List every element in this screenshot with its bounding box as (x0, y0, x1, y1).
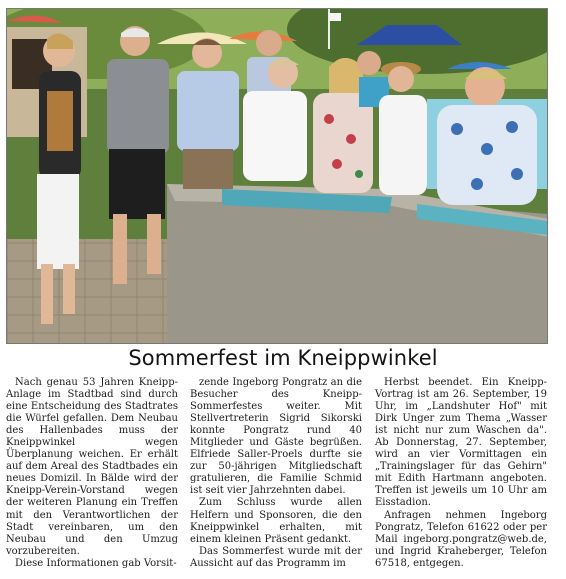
column-2-paragraph-1: zende Ingeborg Pongratz an die Besucher des Kneipp-Sommerfestes weiter. Mit Stellvertreterin Sigrid Sikorski konnte Pongratz rund 40 Mitglieder und Gäste begrüßen. Elfriede Saller-Proels durfte sie zur 50-jährigen Mitgliedschaft gratulieren, die Familie Schmid ist seit vier Jahrzehnten dabei. (190, 377, 362, 497)
article-column-1 (6, 377, 178, 577)
column-2-paragraph-3: Das Sommerfest wurde mit der Aussicht auf das Programm im (190, 545, 362, 569)
column-2-paragraph-2: Zum Schluss wurde allen Helfern und Sponsoren, die den Kneippwinkel erhalten, mit einem kleinen Präsent gedankt. (190, 497, 362, 545)
article-column-2 (190, 377, 362, 577)
column-1-paragraph-2: Diese Informationen gab Vorsit- (15, 557, 177, 569)
column-1-paragraph-1: Nach genau 53 Jahren Kneipp-Anlage im Stadtbad sind durch eine Entscheidung des Stadtrates die Würfel gefallen. Dem Neubau des Hallenbades muss der Kneippwinkel wegen Überplanung weichen. Er erhält auf dem Areal des Stadtbades ein neues Domizil. In Bälde wird der Kneipp-Verein-Vorstand wegen der weiteren Planung ein Treffen mit den Verantwortlichen der Stadt vereinbaren, um den Neubau und den Umzug vorzubereiten. (6, 377, 178, 557)
column-3-paragraph-2: Anfragen nehmen Ingeborg Pongratz, Telefon 61622 oder per Mail ingeborg.pongratz@web.de, und Ingrid Kraheberger, Telefon 67518, entgegen. (375, 509, 547, 569)
article-column-3 (375, 377, 547, 577)
column-3-paragraph-1: Herbst beendet. Ein Kneipp-Vortrag ist am 26. September, 19 Uhr, im „Landshuter Hof" mit Dirk Unger zum Thema „Wasser ist nicht nur zum Waschen da". Ab Donnerstag, 27. September, wird an vier Vormittagen ein „Trainingslager für das Gehirn" mit Edith Hartmann angeboten. Treffen ist jeweils um 10 Uhr am Eisstadion. (375, 377, 547, 509)
article-photo (6, 8, 548, 344)
article-headline: Sommerfest im Kneippwinkel (128, 346, 438, 370)
